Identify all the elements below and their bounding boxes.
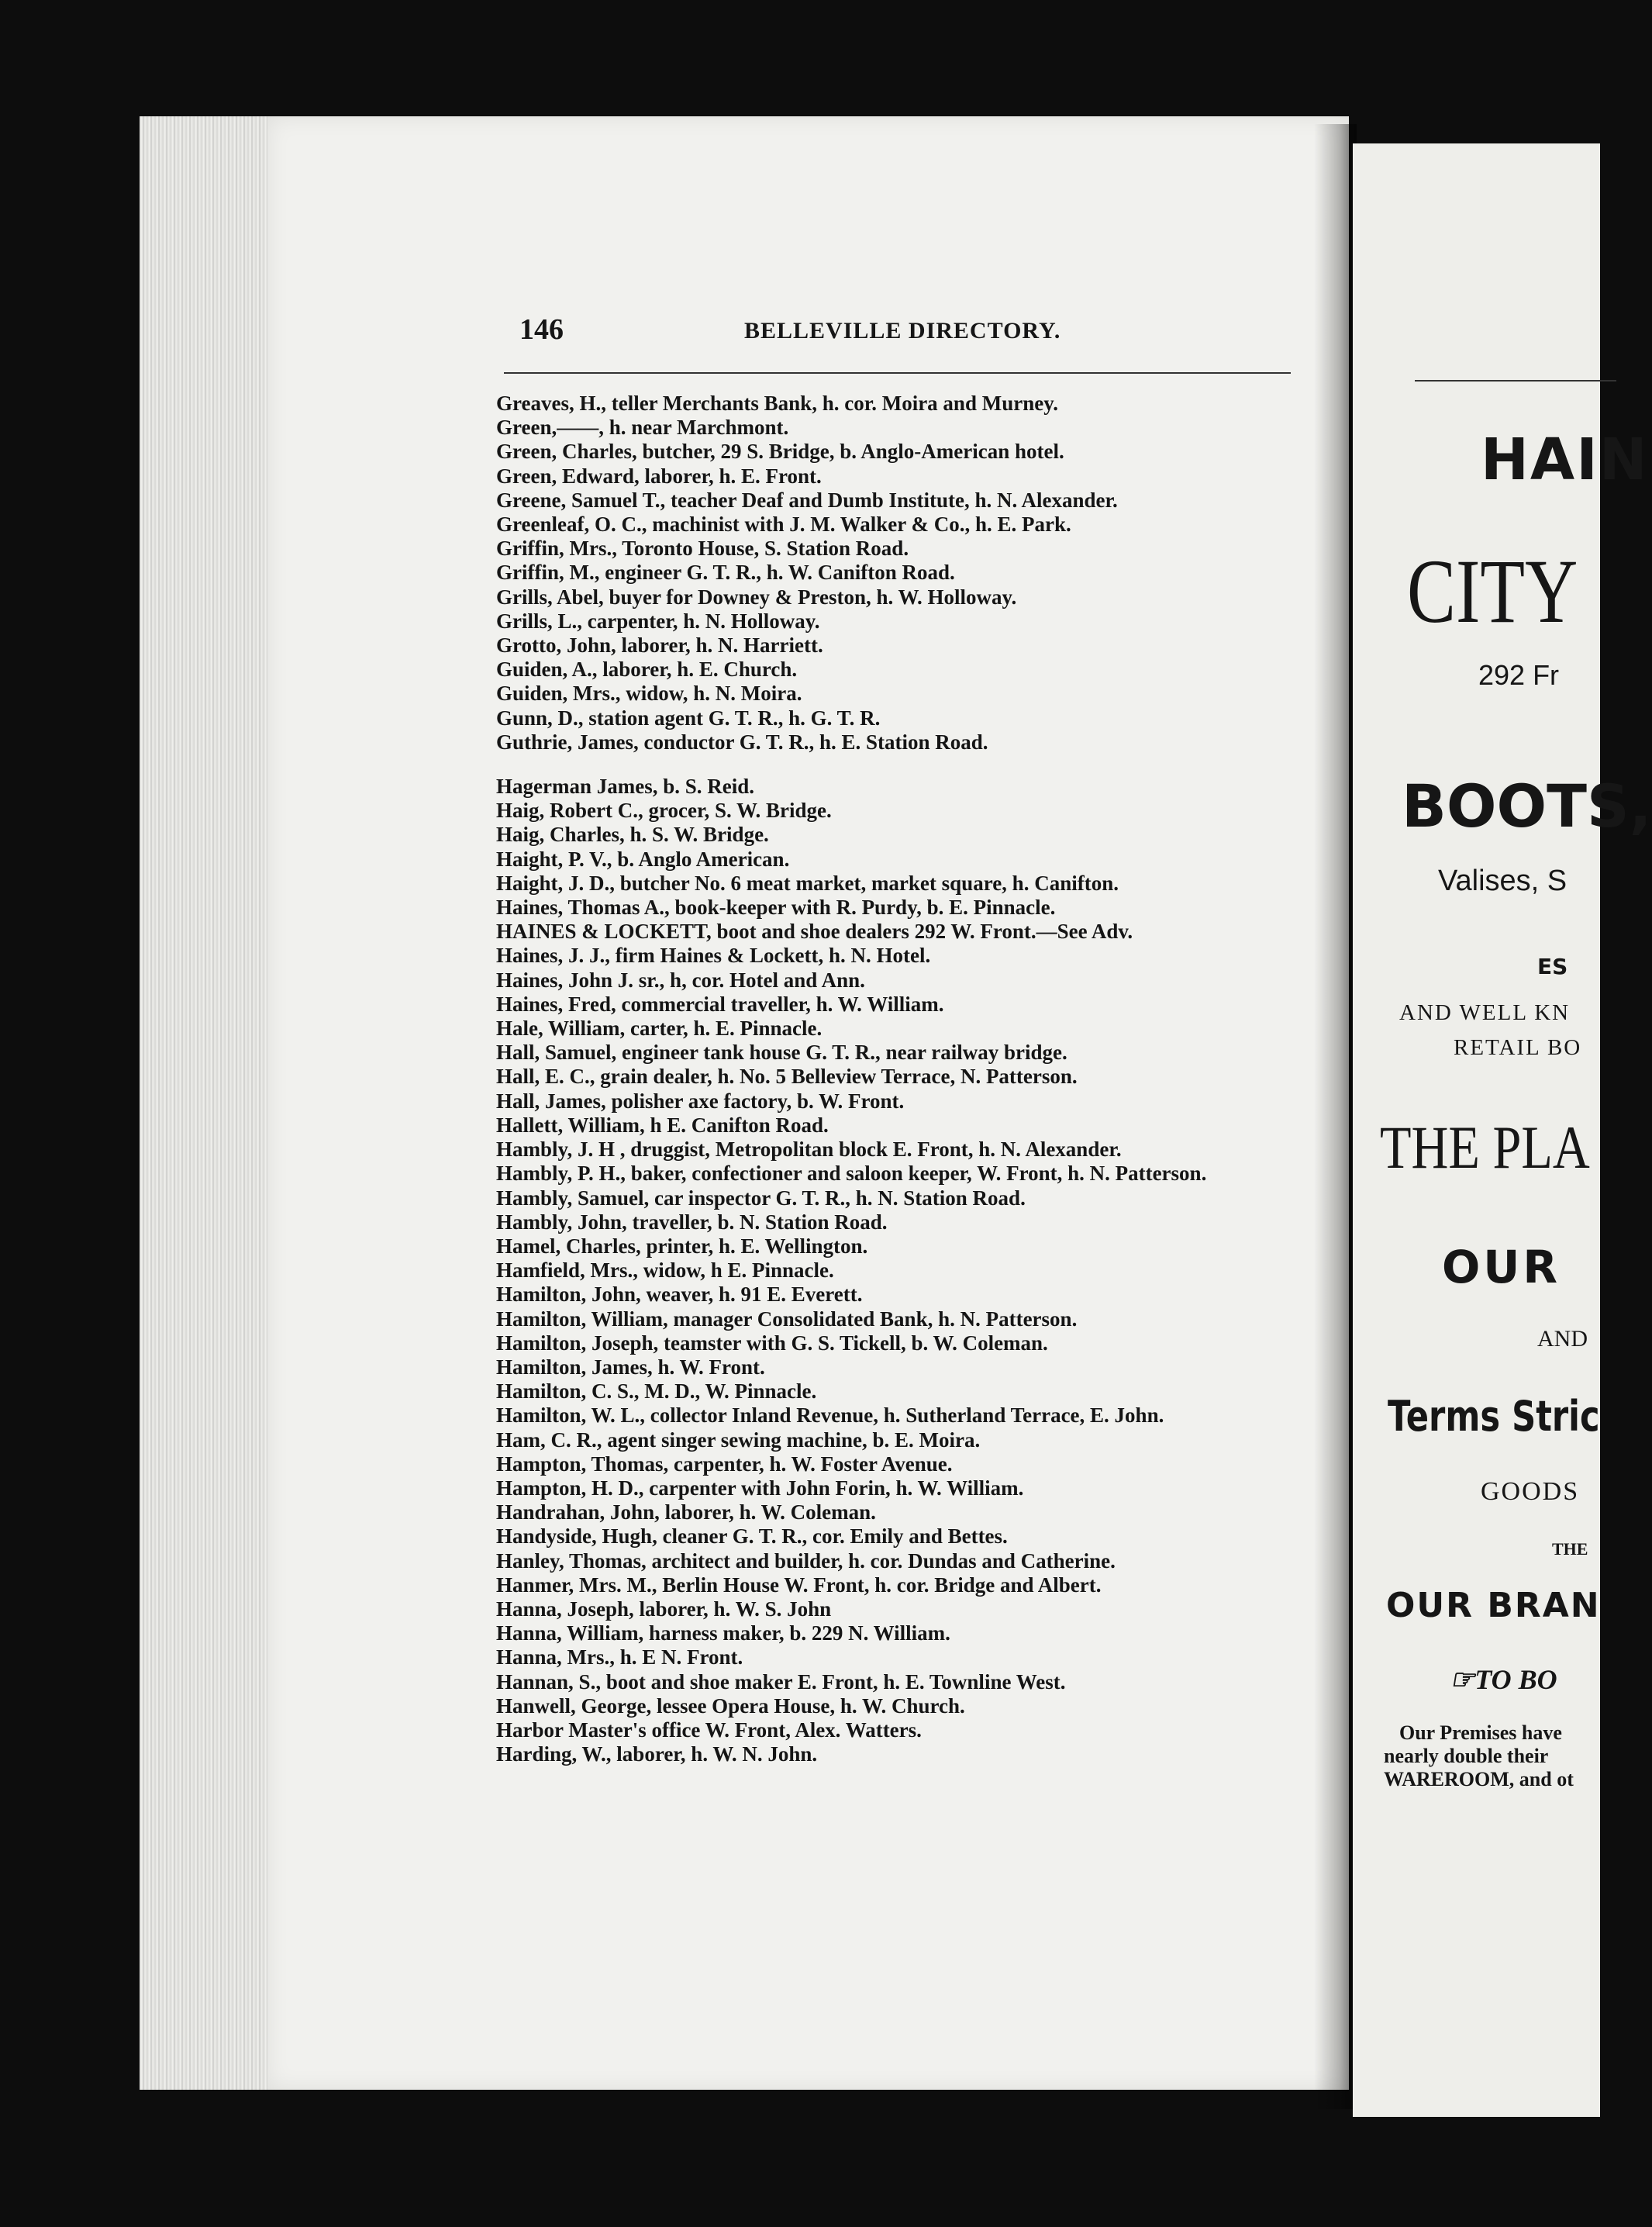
right-page-advertisement [1353,143,1652,2117]
directory-entry: Green, Edward, laborer, h. E. Front. [496,464,822,488]
header-rule [504,372,1291,374]
directory-entry: Grills, Abel, buyer for Downey & Preston, h. W. Holloway. [496,585,1017,609]
directory-entry: Haight, J. D., butcher No. 6 meat market, market square, h. Canifton. [496,871,1119,895]
directory-entry: Hambly, John, traveller, b. N. Station Road. [496,1210,888,1234]
ad-text-line: BOOTS, [1402,772,1652,841]
ad-text-line: 292 Fr [1478,659,1560,691]
directory-entry: Hallett, William, h E. Canifton Road. [496,1113,829,1137]
directory-entry: Grotto, John, laborer, h. N. Harriett. [496,634,823,658]
ad-text-line: Terms Stric [1388,1392,1600,1441]
directory-entry: Harbor Master's office W. Front, Alex. Watters. [496,1718,922,1742]
directory-entry: Handyside, Hugh, cleaner G. T. R., cor. Emily and Bettes. [496,1524,1008,1549]
ad-text-line: OUR [1442,1241,1561,1293]
directory-entry: Green, Charles, butcher, 29 S. Bridge, b. Anglo-American hotel. [496,440,1064,464]
directory-entry: Guiden, Mrs., widow, h. N. Moira. [496,682,802,706]
ad-text-line: ☞TO BO [1450,1664,1557,1695]
directory-entry: Hanna, Joseph, laborer, h. W. S. John [496,1597,832,1621]
directory-entry: Guiden, A., laborer, h. E. Church. [496,658,798,682]
directory-entry: Hamel, Charles, printer, h. E. Wellington. [496,1234,868,1258]
ad-text-line: THE [1552,1539,1588,1559]
directory-entry: Ham, C. R., agent singer sewing machine, b. E. Moira. [496,1428,981,1452]
directory-entry: Hall, E. C., grain dealer, h. No. 5 Belleview Terrace, N. Patterson. [496,1065,1078,1089]
directory-entry: HAINES & LOCKETT, boot and shoe dealers 292 W. Front.—See Adv. [496,920,1133,944]
ad-text-line: AND [1537,1326,1588,1352]
directory-entry: Harding, W., laborer, h. W. N. John. [496,1742,818,1766]
directory-entry: Hanmer, Mrs. M., Berlin House W. Front, h. cor. Bridge and Albert. [496,1573,1102,1597]
directory-entry: Haight, P. V., b. Anglo American. [496,847,790,871]
ad-text-line: CITY [1407,540,1578,642]
directory-entry: Greaves, H., teller Merchants Bank, h. cor. Moira and Murney. [496,392,1058,415]
ad-text-line: GOODS [1481,1477,1580,1506]
ad-text-line: THE PLA [1380,1114,1590,1181]
directory-entry: Haig, Robert C., grocer, S. W. Bridge. [496,799,832,823]
ad-text-line: WAREROOM, and ot [1384,1768,1574,1790]
book-gutter [1314,124,1357,2109]
directory-entry: Hanna, William, harness maker, b. 229 N. William. [496,1621,950,1645]
ad-text-line: ES [1537,954,1568,979]
ad-text-line: AND WELL KN [1399,1000,1571,1025]
directory-entries [496,392,1295,1766]
directory-entry: Hamfield, Mrs., widow, h E. Pinnacle. [496,1259,834,1283]
directory-entry: Handrahan, John, laborer, h. W. Coleman. [496,1500,876,1524]
directory-entry: Griffin, M., engineer G. T. R., h. W. Canifton Road. [496,561,955,585]
ad-text-line: HAIN [1481,426,1649,493]
directory-entry: Haines, Thomas A., book-keeper with R. Purdy, b. E. Pinnacle. [496,896,1056,920]
directory-entry: Hampton, Thomas, carpenter, h. W. Foster Avenue. [496,1452,953,1476]
directory-entry: Hannan, S., boot and shoe maker E. Front, h. E. Townline West. [496,1669,1066,1694]
directory-entry: Hamilton, C. S., M. D., W. Pinnacle. [496,1379,817,1404]
directory-entry: Grills, L., carpenter, h. N. Holloway. [496,609,820,633]
directory-entry: Hamilton, John, weaver, h. 91 E. Everett. [496,1283,863,1307]
directory-entry: Greenleaf, O. C., machinist with J. M. Walker & Co., h. E. Park. [496,513,1071,537]
directory-entry: Hanna, Mrs., h. E N. Front. [496,1645,743,1669]
directory-entry: Hagerman James, b. S. Reid. [496,775,754,799]
directory-entry: Hanley, Thomas, architect and builder, h. cor. Dundas and Catherine. [496,1549,1116,1573]
directory-entry: Hamilton, William, manager Consolidated Bank, h. N. Patterson. [496,1307,1078,1331]
directory-entry: Griffin, Mrs., Toronto House, S. Station Road. [496,537,909,561]
ad-text-line: Valises, S [1438,865,1568,897]
directory-entry: Hall, Samuel, engineer tank house G. T. R., near railway bridge. [496,1041,1067,1065]
page-heading: BELLEVILLE DIRECTORY. [744,318,1061,344]
ad-text-line: RETAIL BO [1454,1035,1582,1060]
directory-entry: Hamilton, James, h. W. Front. [496,1355,765,1379]
directory-entry: Hambly, Samuel, car inspector G. T. R., h. N. Station Road. [496,1186,1026,1210]
directory-entry: Hambly, J. H , druggist, Metropolitan block E. Front, h. N. Alexander. [496,1138,1122,1162]
directory-entry: Hale, William, carter, h. E. Pinnacle. [496,1017,823,1041]
right-page-rule [1415,380,1616,382]
ad-text-line: Our Premises have [1399,1721,1562,1744]
directory-entry: Hamilton, W. L., collector Inland Revenue, h. Sutherland Terrace, E. John. [496,1404,1164,1428]
page-number: 146 [519,313,564,346]
directory-entry: Haines, J. J., firm Haines & Lockett, h. N. Hotel. [496,944,931,968]
directory-entry: Haines, Fred, commercial traveller, h. W. William. [496,992,944,1016]
directory-entry: Hamilton, Joseph, teamster with G. S. Tickell, b. W. Coleman. [496,1331,1048,1355]
directory-entry: Gunn, D., station agent G. T. R., h. G. T. R. [496,706,881,730]
directory-entry: Greene, Samuel T., teacher Deaf and Dumb Institute, h. N. Alexander. [496,488,1118,512]
directory-entry: Green,——, h. near Marchmont. [496,416,789,440]
directory-entry: Haines, John J. sr., h, cor. Hotel and Ann. [496,968,865,992]
directory-entry: Hambly, P. H., baker, confectioner and saloon keeper, W. Front, h. N. Patterson. [496,1162,1207,1186]
directory-entry: Haig, Charles, h. S. W. Bridge. [496,823,769,847]
page-header [496,306,1295,353]
ad-text-line: OUR BRAN [1386,1586,1601,1625]
page-edges [140,116,279,2090]
directory-entry: Hall, James, polisher axe factory, b. W. Front. [496,1089,905,1113]
directory-entry: Hanwell, George, lessee Opera House, h. W. Church. [496,1694,965,1718]
ad-text-line: nearly double their [1384,1745,1549,1767]
directory-entry: Hampton, H. D., carpenter with John Forin, h. W. William. [496,1476,1024,1500]
directory-entry: Guthrie, James, conductor G. T. R., h. E. Station Road. [496,730,988,754]
